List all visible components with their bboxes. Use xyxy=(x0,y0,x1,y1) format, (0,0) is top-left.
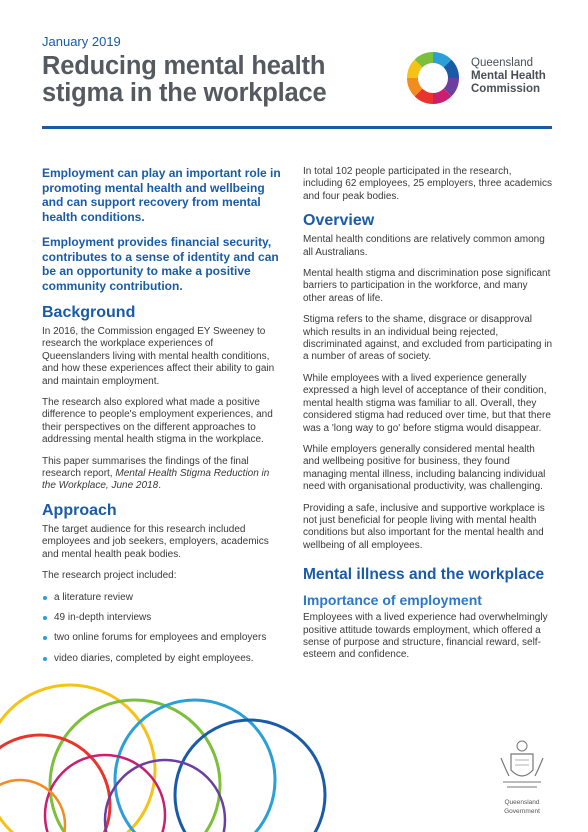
decorative-circles-icon xyxy=(0,655,340,832)
coat-of-arms-icon xyxy=(497,738,547,793)
overview-paragraph-1: Mental health conditions are relatively common among all Australians. xyxy=(303,234,545,258)
logo-line-1: Queensland xyxy=(471,57,534,69)
crest-line-1: Queensland xyxy=(504,799,540,806)
list-item: two online forums for employees and employers xyxy=(42,632,282,644)
crest-line-2: Government xyxy=(504,807,540,815)
approach-heading: Approach xyxy=(42,501,117,519)
intro-paragraph-1: Employment can play an important role in promoting mental health and wellbeing and can support recovery from mental health conditions. xyxy=(42,166,281,224)
title-line-2: stigma in the workplace xyxy=(42,79,327,107)
right-column xyxy=(303,166,553,671)
overview-heading: Overview xyxy=(303,212,375,230)
overview-paragraph-6: Providing a safe, inclusive and supportive workplace is not just beneficial for people living with mental health conditions but also important for the mental health and wellbeing of all employees. xyxy=(303,502,545,551)
commission-ring-logo-icon xyxy=(403,48,463,108)
title-line-1: Reducing mental health xyxy=(42,52,326,80)
intro-paragraph-2: Employment provides financial security, contributes to a sense of identity and can be an opportunity to make a positive community contribution. xyxy=(42,235,279,293)
header-divider xyxy=(42,126,552,129)
mental-illness-heading: Mental illness and the workplace xyxy=(303,566,545,584)
overview-paragraph-5: While employers generally considered mental health and wellbeing positive for business, they found managing mental illness, including balancing individual need with organisational productivity, was challenging. xyxy=(303,443,546,493)
logo-line-2: Mental Health xyxy=(471,70,546,82)
logo-line-3: Commission xyxy=(471,83,541,95)
overview-paragraph-2: Mental health stigma and discrimination pose significant barriers to participation in the workforce, and many other areas of life. xyxy=(303,268,551,304)
overview-paragraph-4: While employees with a lived experience generally expressed a high level of acceptance of their condition, mental health stigma was familiar to all. Overall, they considered stigma had reduced over time, but that there was a 'long way to go' before stigma would disappear. xyxy=(303,372,551,434)
background-heading: Background xyxy=(42,304,136,321)
logo-wordmark xyxy=(471,57,546,96)
list-item: a literature review xyxy=(42,592,282,604)
left-column xyxy=(42,166,282,673)
background-paragraph-3 xyxy=(42,456,282,493)
participants-paragraph: In total 102 people participated in the research, including 62 employees, 25 employers, three academics and four peak bodies. xyxy=(303,166,553,202)
background-paragraph-1: In 2016, the Commission engaged EY Sweeney to research the workplace experiences of Queenslanders living with mental health conditions, and how these experiences affect their ability to gain and maintain employment. xyxy=(42,326,275,387)
bg-p3-text: This paper summarises the findings of the final research report, xyxy=(42,455,249,480)
approach-paragraph-1: The target audience for this research included employees and job seekers, employers, academics and mental health peak bodies. xyxy=(42,523,269,560)
background-paragraph-2: The research also explored what made a positive difference to people's employment experiences, and their perspectives on the different approaches to addressing mental health stigma in the workplace. xyxy=(42,397,273,446)
qld-government-crest xyxy=(497,738,547,814)
qmhc-logo xyxy=(403,48,563,108)
page-title xyxy=(42,53,326,107)
approach-paragraph-2: The research project included: xyxy=(42,570,177,582)
date: January 2019 xyxy=(42,34,121,49)
list-item: video diaries, completed by eight employees. xyxy=(42,653,282,665)
importance-paragraph: Employees with a lived experience had overwhelmingly positive attitude towards employment, which offered a sense of purpose and structure, financial reward, self-esteem and confidence. xyxy=(303,612,548,661)
list-item: 49 in-depth interviews xyxy=(42,612,282,624)
overview-paragraph-3: Stigma refers to the shame, disgrace or disapproval which results in an individual being rejected, discriminated against, and excluded from participating in a number of areas of society. xyxy=(303,314,553,363)
report-title: Mental Health Stigma Reduction in the Workplace, June 2018 xyxy=(42,468,270,492)
importance-heading: Importance of employment xyxy=(303,592,482,609)
bg-p3-end: . xyxy=(158,480,161,492)
